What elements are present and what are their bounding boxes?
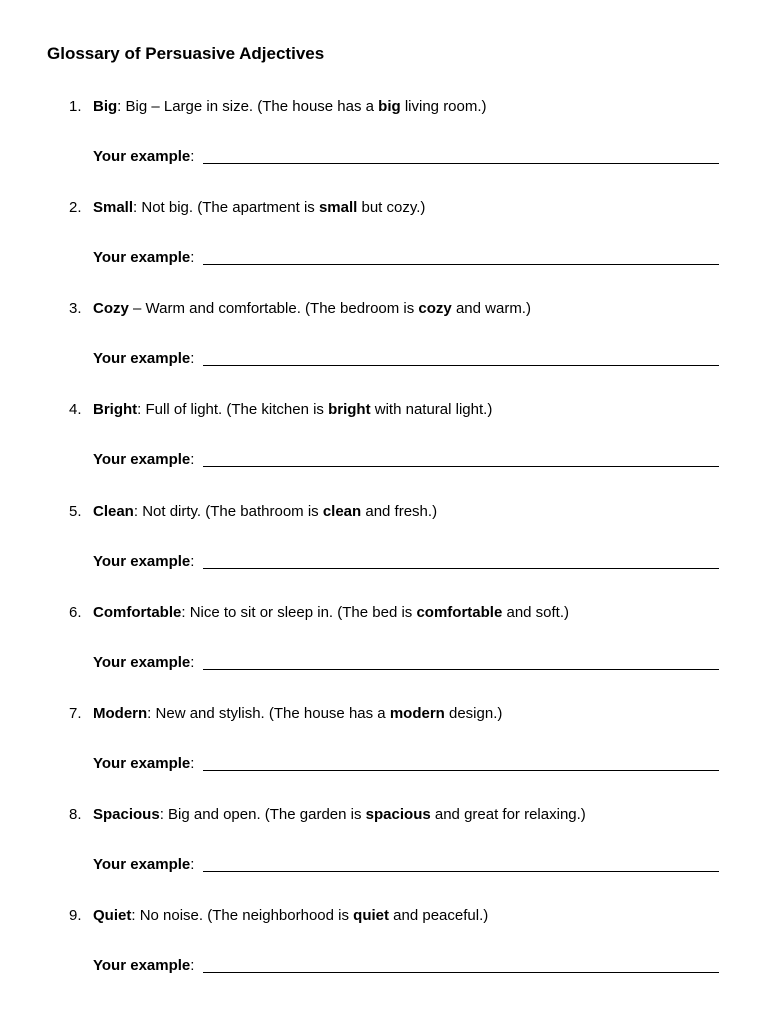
term-separator: : <box>181 604 190 621</box>
definition-text: Big – Large in size. (The house has a <box>125 98 379 115</box>
item-definition <box>93 705 502 723</box>
term-separator: : <box>131 907 140 924</box>
item-number: 5. <box>69 503 82 520</box>
example-keyword: small <box>318 199 358 216</box>
definition-text: Not big. (The apartment is <box>141 199 319 216</box>
example-keyword: modern <box>389 705 445 722</box>
item-number: 9. <box>69 907 82 924</box>
item-number: 3. <box>69 300 82 317</box>
example-keyword: quiet <box>353 907 389 924</box>
example-label-line: Your example: <box>93 755 195 772</box>
item-term: Comfortable <box>93 604 182 621</box>
example-label-line: Your example: <box>93 856 195 873</box>
item-definition <box>93 604 569 622</box>
term-separator: – <box>128 300 146 317</box>
example-answer-blank[interactable] <box>203 770 719 771</box>
example-label-line: Your example: <box>93 654 195 671</box>
example-label: Your example <box>93 755 191 772</box>
item-term: Small <box>93 199 134 216</box>
definition-text-end: and peaceful.) <box>389 907 489 924</box>
example-label: Your example <box>93 553 191 570</box>
item-term: Modern <box>93 705 148 722</box>
item-number: 6. <box>69 604 82 621</box>
item-number: 7. <box>69 705 82 722</box>
example-label-line: Your example: <box>93 957 195 974</box>
page-title: Glossary of Persuasive Adjectives <box>47 44 325 63</box>
definition-text: Not dirty. (The bathroom is <box>142 503 323 520</box>
example-answer-blank[interactable] <box>203 972 719 973</box>
term-separator: : <box>117 98 126 115</box>
definition-text-end: design.) <box>444 705 503 722</box>
item-number: 2. <box>69 199 82 216</box>
example-label: Your example <box>93 148 191 165</box>
term-separator: : <box>133 199 142 216</box>
example-label: Your example <box>93 957 191 974</box>
example-label-line: Your example: <box>93 350 195 367</box>
example-label-line: Your example: <box>93 249 195 266</box>
definition-text: Big and open. (The garden is <box>168 806 366 823</box>
definition-text: No noise. (The neighborhood is <box>139 907 354 924</box>
item-term: Cozy <box>93 300 129 317</box>
example-answer-blank[interactable] <box>203 264 719 265</box>
definition-text-end: living room.) <box>400 98 487 115</box>
example-answer-blank[interactable] <box>203 871 719 872</box>
item-definition <box>93 98 487 116</box>
item-definition <box>93 199 425 217</box>
example-answer-blank[interactable] <box>203 568 719 569</box>
item-term: Spacious <box>93 806 160 823</box>
item-term: Clean <box>93 503 134 520</box>
definition-text-end: with natural light.) <box>370 401 493 418</box>
example-keyword: cozy <box>418 300 452 317</box>
definition-text-end: and warm.) <box>451 300 531 317</box>
item-definition <box>93 503 437 521</box>
item-number: 8. <box>69 806 82 823</box>
term-separator: : <box>133 503 143 520</box>
definition-text-end: but cozy.) <box>357 199 426 216</box>
item-definition <box>93 806 586 824</box>
example-label-line: Your example: <box>93 451 195 468</box>
definition-text: Warm and comfortable. (The bedroom is <box>145 300 419 317</box>
example-label: Your example <box>93 350 191 367</box>
term-separator: : <box>137 401 146 418</box>
definition-text-end: and soft.) <box>502 604 570 621</box>
example-keyword: big <box>378 98 401 115</box>
example-label-line: Your example: <box>93 553 195 570</box>
example-keyword: bright <box>328 401 371 418</box>
definition-text: New and stylish. (The house has a <box>155 705 390 722</box>
example-label: Your example <box>93 856 191 873</box>
example-answer-blank[interactable] <box>203 365 719 366</box>
example-answer-blank[interactable] <box>203 466 719 467</box>
definition-text: Full of light. (The kitchen is <box>145 401 329 418</box>
example-label: Your example <box>93 451 191 468</box>
item-term: Big <box>93 98 118 115</box>
term-separator: : <box>147 705 156 722</box>
example-keyword: comfortable <box>416 604 503 621</box>
item-definition <box>93 401 492 419</box>
example-answer-blank[interactable] <box>203 163 719 164</box>
item-term: Quiet <box>93 907 132 924</box>
item-number: 4. <box>69 401 82 418</box>
example-label-line: Your example: <box>93 148 195 165</box>
definition-text-end: and great for relaxing.) <box>430 806 586 823</box>
term-separator: : <box>159 806 169 823</box>
example-label: Your example <box>93 654 191 671</box>
item-definition <box>93 907 488 925</box>
item-number: 1. <box>69 98 82 115</box>
example-keyword: spacious <box>365 806 431 823</box>
definition-text: Nice to sit or sleep in. (The bed is <box>189 604 417 621</box>
definition-text-end: and fresh.) <box>361 503 438 520</box>
example-label: Your example <box>93 249 191 266</box>
example-answer-blank[interactable] <box>203 669 719 670</box>
example-keyword: clean <box>322 503 362 520</box>
item-definition <box>93 300 531 318</box>
item-term: Bright <box>93 401 138 418</box>
